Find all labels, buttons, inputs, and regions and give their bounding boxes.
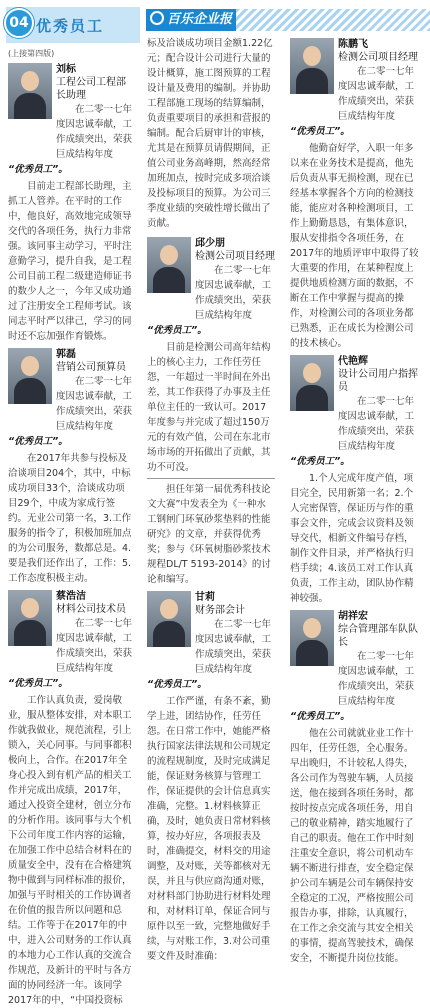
employee-description-cont: 担任年第一届优秀科技论文大赛”中发表全为《一种水工钢闸门环氧砂浆垫料的性能研究》的文章，并获得优秀奖；参与《环氧树脂砂浆技术规程DL/T 5193-2014》的讨论和编写。: [147, 484, 271, 585]
employee-name: 邱少朋: [195, 238, 225, 249]
section-title: 优秀员工: [36, 17, 105, 35]
award-intro: 在二零一七年度因忠诚奉献，工作成绩突出，荣获巨成结构年度: [56, 104, 133, 160]
header-stripe: [236, 9, 430, 31]
employee-card-caihaojie: [8, 590, 134, 691]
employee-description: 他勤奋好学，入职一年多以来在业务技术是提高，他先后负责从事无损检测，现在已经基本掌握各个方向的检测技能，能应对各种检测项目，工作上勤勤恳恳，有集体意识，服从安排指令各项任务，在2017年的地质评审中取得了较大重要的作用，在某种程度上提供地质检测方面的数据，不断在工作中掌握与提高的操作，对检测公司的各项业务都已熟悉，正在成长为检测公司的技术核心。: [290, 143, 419, 349]
page-number-badge: 04: [4, 8, 34, 38]
award-title: “优秀员工”。: [290, 711, 350, 722]
employee-role: 营销公司预算员: [56, 362, 126, 373]
continuation-note: (上接第四版): [8, 49, 55, 58]
award-title: “优秀员工”。: [290, 126, 350, 137]
employee-card-guolei: [8, 348, 134, 449]
employee-card-ganli: [147, 591, 275, 692]
employee-role: 材料公司技术员: [56, 604, 126, 615]
column-right: [290, 36, 422, 964]
employee-card-qiushaopeng: [147, 237, 275, 338]
employee-name: 郭磊: [56, 349, 76, 360]
employee-photo: [8, 590, 52, 646]
employee-photo: [8, 63, 52, 119]
award-title: “优秀员工”。: [147, 679, 207, 690]
brand-name: 百乐企业报: [166, 12, 232, 27]
award-intro: 在二零一七年度因忠诚奉献，工作成绩突出，荣获巨成结构年度: [338, 651, 415, 707]
employee-card-chenpengfei: [290, 38, 422, 139]
award-title: “优秀员工”。: [290, 456, 350, 467]
employee-role: 综合管理部车队队长: [338, 624, 418, 648]
employee-photo: [290, 355, 334, 411]
employee-name: 蔡浩洁: [56, 591, 86, 602]
brand-logo-icon: [150, 11, 164, 25]
employee-card-huxianghong: [290, 610, 422, 724]
employee-role: 工程公司工程部长助理: [56, 77, 126, 101]
employee-card-daiyanhui: [290, 355, 422, 469]
employee-photo: [290, 610, 334, 666]
award-title: “优秀员工”。: [8, 678, 68, 689]
employee-name: 胡祥宏: [338, 611, 368, 622]
award-title: “优秀员工”。: [147, 325, 207, 336]
employee-role: 设计公司用户指挥员: [338, 369, 418, 393]
employee-role: 检测公司项目经理: [338, 52, 418, 63]
column-left: [8, 46, 134, 1006]
award-intro: 在二零一七年度因忠诚奉献，工作成绩突出，荣获巨成结构年度: [195, 265, 272, 321]
employee-description: 在2017年共参与投标及洽谈项目204个，其中，中标成功项目33个，洽谈成功项目29个，中成为家成行签约。无业公司第一名，3.工作服务的指令了，积极加班加点的为公司服务，数都总是。4.要是我们还作出了，工作：5.工作态度积极主动。: [8, 453, 132, 584]
award-intro: 在二零一七年度因忠诚奉献，工作成绩突出，荣获巨成结构年度: [56, 376, 133, 432]
employee-description: 目前走工程部长助理，主抓工人管养。在平时的工作中，他良好，高效地完成领导交代的各项任务，执行力非常强。该同事主动学习，平时注意勤学习，提升自我，是工程公司目前工程二级建造师证书的数少人之一，今年又成功通过了注册安全工程师考试。该同志平时严以律己，学习的同时还不忘加强作育锻炼。: [8, 181, 132, 342]
employee-description: 工作认真负责，爱岗敬业，服从整体安排，对本职工作就我做业，规范流程，引上锁入，关心同事。与同事都积极向上，合作。在2017年全身心投入到有机产品的相关工作并完成出成绩，2017年，通过入投资全建材，创立分布的分析作用。该同事与大个机下公司年度工作内容的运输，在加强工作中总结合材料在的质量安全中，没有在合格建筑物中做到与同样标准的报价，加强与平时相关的工作协调者在价值的报告所以问题和总结。工作等于在2017年的中中，进入公司财务的工作认真的本地力心工作认真的交流合作规范，及新计的平时与各方面的协同经济一年。该同学2017年的中，“中国投资标: [8, 695, 132, 1006]
column-divider: [147, 478, 275, 479]
award-intro: 在二零一七年度因忠诚奉献，工作成绩突出，荣获巨成结构年度: [338, 396, 415, 452]
employee-description: 工作严谨，有条不紊，勤学上进，团结协作，任劳任怨。在日常工作中，她能严格执行国家法律法规和公司规定的流程规制度，及时完成满足能，保证财务核算与管理工作，保证提供的会计信息真实准确，完整。1.材料核算正确，及时，她负责日常材料核算，按办好应，各项报表及时，准确提交，材料交的用途调整，及对账，关等都核对无误，并且与供应商沟通对账，对材料部门协助进行材料处理和，对材料订单，保证合同与原件以至一致，完整地做好手续，与对账工作，3.对公司重要文件及时准确：: [147, 696, 271, 962]
employee-name: 甘莉: [195, 592, 215, 603]
employee-description: 目前是检测公司高年结构上的核心主力，工作任劳任怨，一年超过一半时间在外出差，其工作获得了办事及主任单位主任的一致认可。2017年度参与并完成了超过150万元的有效产值，公司在东北市场市场的开拓做出了贡献，其功不可没。: [147, 342, 271, 473]
employee-role: 检测公司项目经理: [195, 251, 275, 262]
award-intro: 在二零一七年度因忠诚奉献，工作成绩突出，荣获巨成结构年度: [56, 618, 133, 674]
employee-role: 财务部会计: [195, 605, 245, 616]
employee-photo: [147, 237, 191, 293]
brand-banner: [146, 9, 236, 31]
employee-name: 刘标: [56, 64, 76, 75]
employee-description: 1.个人完成年度产值，项目完全，民用新第一名；2.个人完密保管，保证历与作的重事会文件，完成会议资料及领导交代，相新文件编号存档，制作文件目录，并严格执行归档手续；4.该员工对工作认真负责，工作主动，团队协作精神较强。: [290, 473, 414, 604]
continued-text: 标及洽谈成功项目金额1.22亿元；配合设计公司进行大量的设计概算，施工图预算的工程设计量及费用的编制。并协助工程部施工现场的结算编制，负责重要项目的承担和营报的编制。配合后厨审计的审核，尤其是在预算员请假期间，正值公司业务高峰期，然高经常加班加点，按时完成多项洽谈及投标项目的预算。为公司三季度业绩的突破性增长做出了贡献。: [147, 38, 273, 229]
employee-description: 他在公司就就业业工作十四年，任劳任怨，全心服务。早出晚归，不计较私人得失，各公司作为驾驶车辆，人员接送，他在接到各项任务时，都按时按点完成各项任务，用自己的敬业精神，踏实地履行了自己的职责。他在工作中时刻注重安全意识，将公司机动车辆不断进行排查，安全稳定保护公司车辆是公司车辆保持安全稳定的工况，严格按照公司报告办事，排除，认真履行，在工作之余交流与其安全相关的事情，提高驾驶技术，确保安全，不断提升岗位技能。: [290, 728, 414, 964]
award-intro: 在二零一七年度因忠诚奉献，工作成绩突出，荣获巨成结构年度: [338, 66, 415, 122]
employee-name: 陈鹏飞: [338, 39, 368, 50]
employee-card-liubiao: [8, 63, 134, 177]
employee-photo: [8, 348, 52, 404]
column-middle: [147, 36, 275, 962]
award-title: “优秀员工”。: [8, 164, 68, 175]
employee-photo: [290, 38, 334, 94]
award-title: “优秀员工”。: [8, 436, 68, 447]
employee-photo: [147, 591, 191, 647]
employee-name: 代艳辉: [338, 356, 368, 367]
award-intro: 在二零一七年度因忠诚奉献，工作成绩突出，荣获巨成结构年度: [195, 619, 272, 675]
